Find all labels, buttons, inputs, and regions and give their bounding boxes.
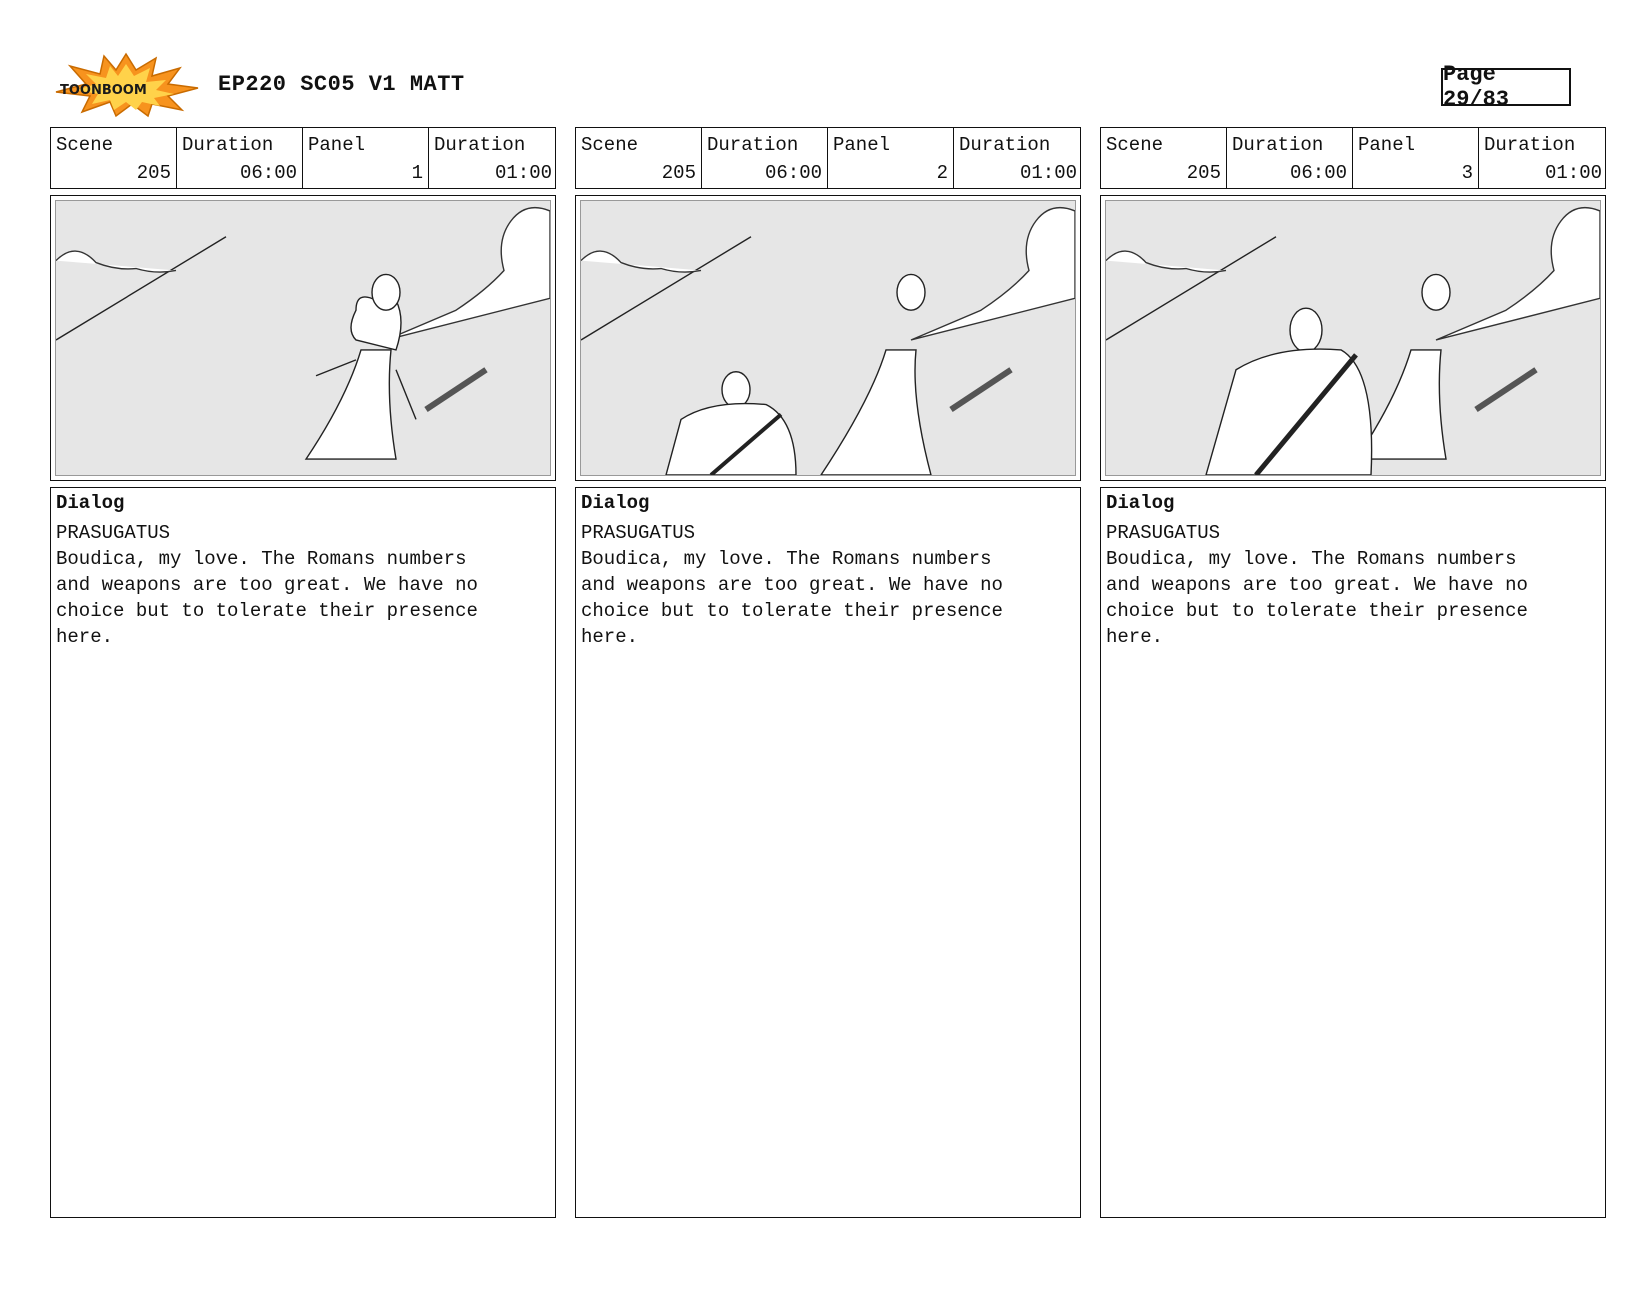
scene-cell [51, 128, 177, 188]
scene-label: Scene [1106, 134, 1164, 156]
sketch-frame [50, 195, 556, 481]
scene-value: 205 [661, 162, 696, 184]
panel-duration-value: 01:00 [494, 162, 552, 184]
panel-number-cell [1353, 128, 1479, 188]
dialog-line: and weapons are too great. We have no [1106, 574, 1528, 596]
logo-text: TOONBOOM [60, 83, 147, 98]
sketch-image [1105, 200, 1601, 476]
panel-duration-value: 01:00 [1544, 162, 1602, 184]
dialog-line: and weapons are too great. We have no [56, 574, 478, 596]
panel-number: 3 [1461, 162, 1473, 184]
panel-duration-cell [1479, 128, 1607, 188]
storyboard-panel-2 [575, 127, 1081, 1218]
panel-label: Panel [308, 134, 366, 156]
scene-duration-cell [702, 128, 828, 188]
dialog-line: and weapons are too great. We have no [581, 574, 1003, 596]
scene-duration-cell [177, 128, 303, 188]
panel-duration-cell [954, 128, 1082, 188]
storyboard-panel-1 [50, 127, 556, 1218]
dialog-line: here. [1106, 626, 1164, 648]
scene-duration-value: 06:00 [239, 162, 297, 184]
sketch-image [55, 200, 551, 476]
dialog-line: Boudica, my love. The Romans numbers [581, 548, 992, 570]
dialog-line: choice but to tolerate their presence [581, 600, 1003, 622]
scene-duration-label: Duration [707, 134, 799, 156]
panel-label: Panel [833, 134, 891, 156]
scene-label: Scene [581, 134, 639, 156]
scene-duration-label: Duration [1232, 134, 1324, 156]
dialog-heading: Dialog [1106, 492, 1175, 514]
toonboom-logo [52, 52, 200, 118]
panel-number: 2 [936, 162, 948, 184]
panel-number-cell [303, 128, 429, 188]
speaker-name: PRASUGATUS [56, 522, 171, 544]
scene-cell [576, 128, 702, 188]
dialog-line: choice but to tolerate their presence [1106, 600, 1528, 622]
speaker-name: PRASUGATUS [581, 522, 696, 544]
sketch-frame [1100, 195, 1606, 481]
dialog-line: choice but to tolerate their presence [56, 600, 478, 622]
scene-value: 205 [1186, 162, 1221, 184]
scene-label: Scene [56, 134, 114, 156]
dialog-heading: Dialog [56, 492, 125, 514]
page-indicator: Page 29/83 [1441, 68, 1571, 106]
dialog-box [1100, 487, 1606, 1218]
speaker-name: PRASUGATUS [1106, 522, 1221, 544]
scene-duration-value: 06:00 [764, 162, 822, 184]
panel-label: Panel [1358, 134, 1416, 156]
panel-info-row [1100, 127, 1606, 189]
scene-duration-cell [1227, 128, 1353, 188]
panel-info-row [575, 127, 1081, 189]
panel-info-row [50, 127, 556, 189]
panel-number: 1 [411, 162, 423, 184]
dialog-line: here. [56, 626, 114, 648]
dialog-box [50, 487, 556, 1218]
panel-duration-label: Duration [434, 134, 526, 156]
storyboard-panel-3 [1100, 127, 1606, 1218]
panel-duration-label: Duration [1484, 134, 1576, 156]
scene-duration-value: 06:00 [1289, 162, 1347, 184]
sketch-image [580, 200, 1076, 476]
dialog-line: here. [581, 626, 639, 648]
dialog-box [575, 487, 1081, 1218]
sketch-frame [575, 195, 1081, 481]
panel-duration-label: Duration [959, 134, 1051, 156]
scene-duration-label: Duration [182, 134, 274, 156]
panel-number-cell [828, 128, 954, 188]
scene-value: 205 [136, 162, 171, 184]
dialog-line: Boudica, my love. The Romans numbers [56, 548, 467, 570]
dialog-heading: Dialog [581, 492, 650, 514]
panel-duration-value: 01:00 [1019, 162, 1077, 184]
dialog-line: Boudica, my love. The Romans numbers [1106, 548, 1517, 570]
document-title: EP220 SC05 V1 MATT [218, 72, 465, 97]
panel-duration-cell [429, 128, 557, 188]
scene-cell [1101, 128, 1227, 188]
